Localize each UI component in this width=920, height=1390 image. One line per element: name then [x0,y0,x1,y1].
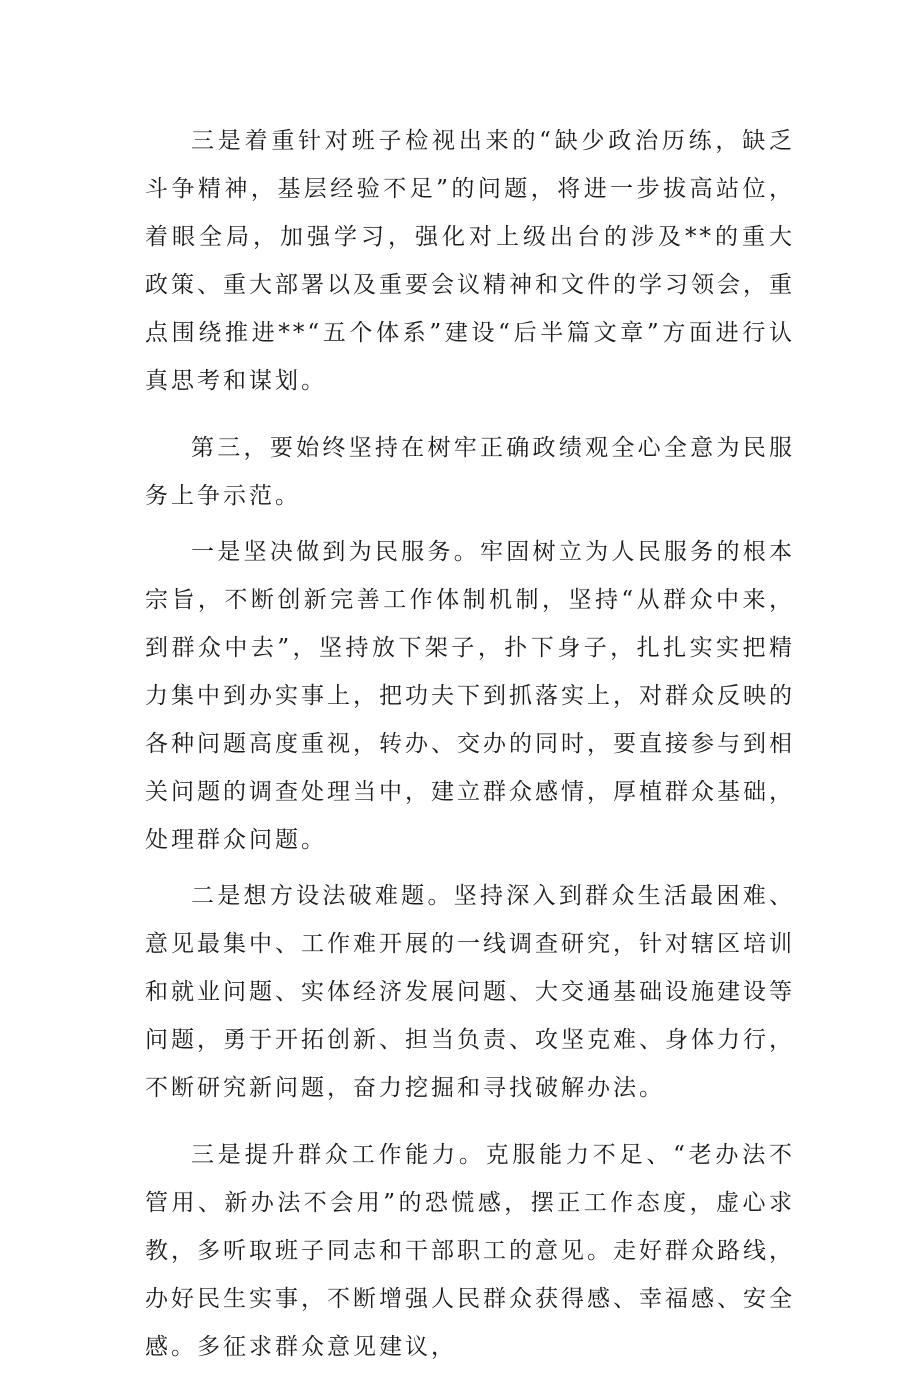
paragraph-3: 一是坚决做到为民服务。牢固树立为人民服务的根本宗旨，不断创新完善工作体制机制，坚持“从群众中来，到群众中去”，坚持放下架子，扑下身子，扎扎实实把精力集中到办实事上，把功夫下到抓落实上，对群众反映的各种问题高度重视，转办、交办的同时，要直接参与到相关问题的调查处理当中，建立群众感情，厚植群众基础，处理群众问题。 [145,539,795,853]
paragraph-2: 第三，要始终坚持在树牢正确政绩观全心全意为民服务上争示范。 [145,435,795,509]
document-body [145,117,795,1390]
paragraph-4: 二是想方设法破难题。坚持深入到群众生活最困难、意见最集中、工作难开展的一线调查研究，针对辖区培训和就业问题、实体经济发展问题、大交通基础设施建设等问题，勇于开拓创新、担当负责、攻坚克难、身体力行，不断研究新问题，奋力挖掘和寻找破解办法。 [145,883,795,1101]
paragraph-1: 三是着重针对班子检视出来的“缺少政治历练，缺乏斗争精神，基层经验不足”的问题，将进一步拔高站位，着眼全局，加强学习，强化对上级出台的涉及**的重大政策、重大部署以及重要会议精神和文件的学习领会，重点围绕推进**“五个体系”建设“后半篇文章”方面进行认真思考和谋划。 [145,128,795,394]
paragraph-5: 三是提升群众工作能力。克服能力不足、“老办法不管用、新办法不会用”的恐慌感，摆正工作态度，虚心求教，多听取班子同志和干部职工的意见。走好群众路线，办好民生实事，不断增强人民群众获得感、幸福感、安全感。多征求群众意见建议， [145,1142,795,1360]
